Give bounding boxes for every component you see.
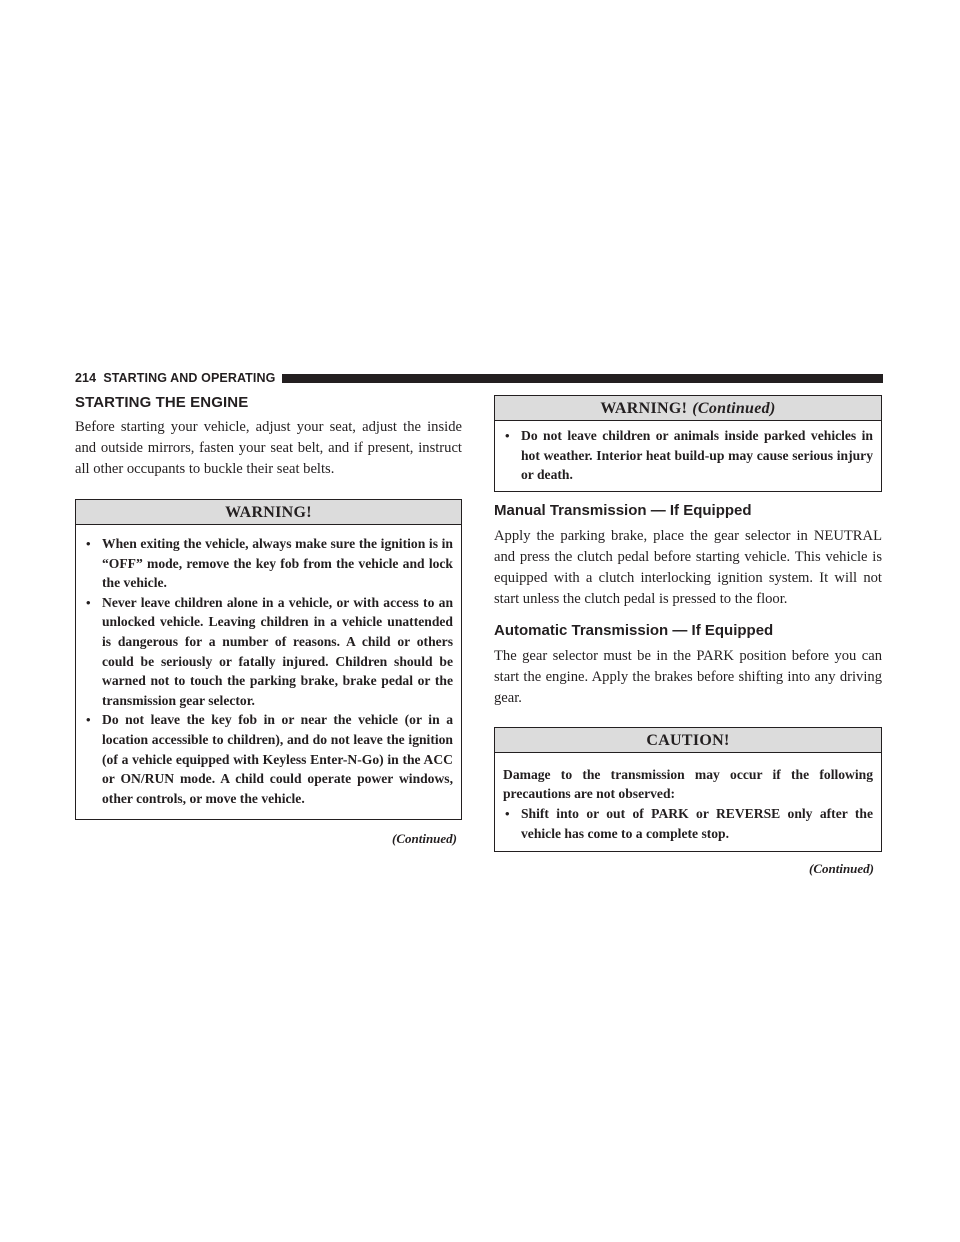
caution-list <box>503 804 873 843</box>
warning-continued-box <box>494 395 882 492</box>
intro-paragraph: Before starting your vehicle, adjust your seat, adjust the inside and outside mirrors, fasten your seat belt, and if present, instruct all other occupants to buckle their seat belts. <box>75 419 462 477</box>
warning-continued-list <box>503 426 873 485</box>
bullet-icon: • <box>505 428 510 443</box>
caution-heading: CAUTION! <box>495 728 881 753</box>
section-title: STARTING THE ENGINE <box>75 394 249 411</box>
continued-note: (Continued) <box>391 831 457 847</box>
warning-item: • Never leave children alone in a vehicle, or with access to an unlocked vehicle. Leaving children in a vehicle unattended is dangerous for a number of reasons. A child or others could be seriously or fatally injured. Children should be warned not to touch the parking brake, brake pedal or the transmission gear selector. <box>86 594 453 708</box>
caution-box <box>494 727 882 852</box>
right-column <box>494 394 882 877</box>
continued-note: (Continued) <box>808 861 874 877</box>
page-number: 214 <box>75 371 97 385</box>
bullet-icon: • <box>86 536 91 551</box>
warning-continued-heading: WARNING! (Continued) <box>495 396 881 421</box>
header-rule <box>282 374 883 383</box>
bullet-icon: • <box>505 805 510 821</box>
warning-item: • Do not leave the key fob in or near the vehicle (or in a location accessible to children), and do not leave the ignition (of a vehicle equipped with Keyless Enter-N-Go) in the ACC or ON/RUN mode. A child could operate power windows, other controls, or move the vehicle. <box>86 712 453 806</box>
page-header-text <box>75 371 282 385</box>
manual-transmission-title: Manual Transmission — If Equipped <box>494 501 752 519</box>
page-header <box>75 371 883 385</box>
section-name: STARTING AND OPERATING <box>103 371 276 385</box>
warning-list <box>84 534 453 808</box>
warning-item: • When exiting the vehicle, always make sure the ignition is in “OFF” mode, remove the key fob from the vehicle and lock the vehicle. <box>86 536 453 591</box>
bullet-icon: • <box>86 712 91 728</box>
automatic-transmission-title: Automatic Transmission — If Equipped <box>494 621 774 639</box>
manual-transmission-text: Apply the parking brake, place the gear selector in NEUTRAL and press the clutch pedal before starting vehicle. This vehicle is equipped with a clutch interlocking ignition system. It will not start unless the clutch pedal is pressed to the floor. <box>494 527 882 607</box>
automatic-transmission-text: The gear selector must be in the PARK position before you can start the engine. Apply the brakes before shifting into any driving gear. <box>494 647 882 706</box>
warning-item: • Do not leave children or animals inside parked vehicles in hot weather. Interior heat build-up may cause serious injury or death. <box>505 428 873 483</box>
warning-heading: WARNING! <box>76 500 461 525</box>
warning-box <box>75 499 462 820</box>
bullet-icon: • <box>86 594 91 610</box>
caution-intro: Damage to the transmission may occur if the following precautions are not observed: <box>503 766 873 802</box>
caution-item: • Shift into or out of PARK or REVERSE only after the vehicle has come to a complete stop. <box>505 805 873 841</box>
left-column <box>75 394 462 847</box>
